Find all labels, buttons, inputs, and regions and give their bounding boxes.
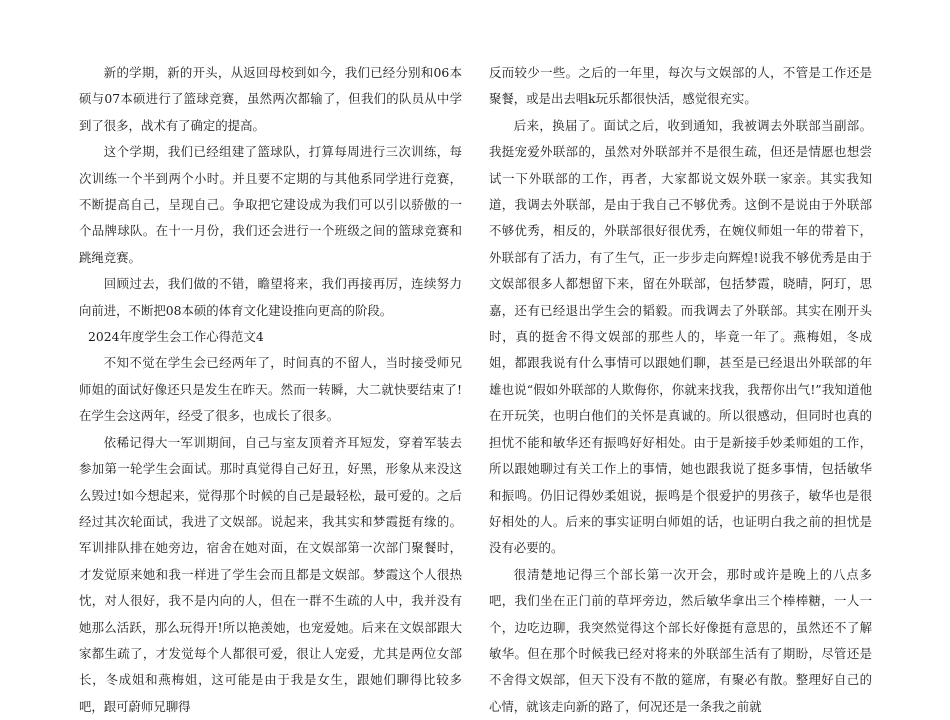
paragraph-first-meeting: 很清楚地记得三个部长第一次开会，那时或许是晚上的八点多吧，我们坐在正门前的草坪旁边，然后敏华拿出三个棒棒糖，一人一个，边吃边聊，我突然觉得这个部长好像挺有意思的，虽然还不了解敏华。但在那个时候我已经对将来的外联部生活有了期盼，尽管还是不舍得文娱部，但天下没有不散的筵席，有聚必有散。整理好自己的心情，就该走向新的路了，何况还是一条我之前就	[489, 566, 872, 714]
section-heading: 2024年度学生会工作心得范文4	[88, 329, 264, 345]
paragraph-team-training: 这个学期，我们已经组建了篮球队，打算每周进行三次训练，每次训练一个半到两个小时。并且要不定期的与其他系同学进行竞赛，不断提高自己，呈现自己。争取把它建设成为我们可以引以骄傲的一个品牌球队。在十一月份，我们还会进行一个班级之间的篮球竞赛和跳绳竞赛。	[79, 144, 462, 265]
paragraph-basketball-matches: 新的学期，新的开头，从返回母校到如今，我们已经分别和06本硕与07本硕进行了篮球竞赛，虽然两次都输了，但我们的队员从中学到了很多，战术有了确定的提高。	[79, 65, 462, 133]
paragraph-military-training: 依稀记得大一军训期间，自己与室友顶着齐耳短发，穿着军装去参加第一轮学生会面试。那时真觉得自己好丑，好黑，形象从来没这么毁过!如今想起来，觉得那个时候的自己是最轻松，最可爱的。之后经过其次轮面试，我进了文娱部。说起来，我其实和梦霞挺有缘的。军训排队排在她旁边，宿舍在她对面，在文娱部第一次部门聚餐时，才发觉原来她和我一样进了学生会而且都是文娱部。梦霞这个人很热忱，对人很好，我不是内向的人，但在一群不生疏的人中，我并没有她那么活跃，那么玩得开!所以艳羡她，也宠爱她。后来在文娱部跟大家都生疏了，才发觉每个人都很可爱，很让人宠爱，尤其是两位女部长，冬成姐和燕梅姐，这可能是由于我是女生，跟她们聊得比较多吧，跟可蔚师兄聊得	[79, 434, 462, 714]
paragraph-two-years: 不知不觉在学生会已经两年了，时间真的不留人，当时接受师兄师姐的面试好像还只是发生在昨天。然而一转瞬，大二就快要结束了!在学生会这两年，经受了很多，也成长了很多。	[79, 355, 462, 424]
paragraph-review: 回顾过去，我们做的不错，瞻望将来，我们再接再厉，连续努力向前进，不断把08本硕的体育文化建设推向更高的阶段。	[79, 276, 462, 318]
paragraph-continued: 反而较少一些。之后的一年里，每次与文娱部的人，不管是工作还是聚餐，或是出去唱k玩乐都很快活，感觉很充实。	[489, 65, 872, 107]
paragraph-reshuffle: 后来，换届了。面试之后，收到通知，我被调去外联部当副部。我挺宠爱外联部的，虽然对外联部并不是很生疏，但还是情愿也想尝试一下外联部的工作，再者，大家都说文娱外联一家亲。其实我知道，我调去外联部，是由于我自己不够优秀。这倒不是说由于外联部不够优秀，相反的，外联部很好很优秀，在婉仪师姐一年的带着下，外联部有了活力，有了生气，正一步步走向辉煌!说我不够优秀是由于文娱部很多人都想留下来，留在外联部，包括梦霞，晓晴，阿玎，思嘉，还有已经退出学生会的韬毅。而我调去了外联部。其实在刚开头时，真的挺舍不得文娱部的那些人的，毕竟一年了。燕梅姐，冬成姐，都跟我说有什么事情可以跟她们聊，甚至是已经退出外联部的年雄也说“假如外联部的人欺侮你，你就来找我，我帮你出气!”我知道他在开玩笑，也明白他们的关怀是真诚的。所以很感动，但同时也真的担忧不能和敏华还有振鸣好好相处。由于是新接手妙柔师姐的工作，所以跟她聊过有关工作上的事情，她也跟我说了挺多事情，包括敏华和振鸣。仍旧记得妙柔姐说，振鸣是个很爱护的男孩子，敏华也是很好相处的人。后来的事实证明白师姐的话，也证明白我之前的担忧是没有必要的。	[489, 117, 872, 556]
right-column	[489, 60, 872, 720]
left-column	[79, 60, 462, 720]
